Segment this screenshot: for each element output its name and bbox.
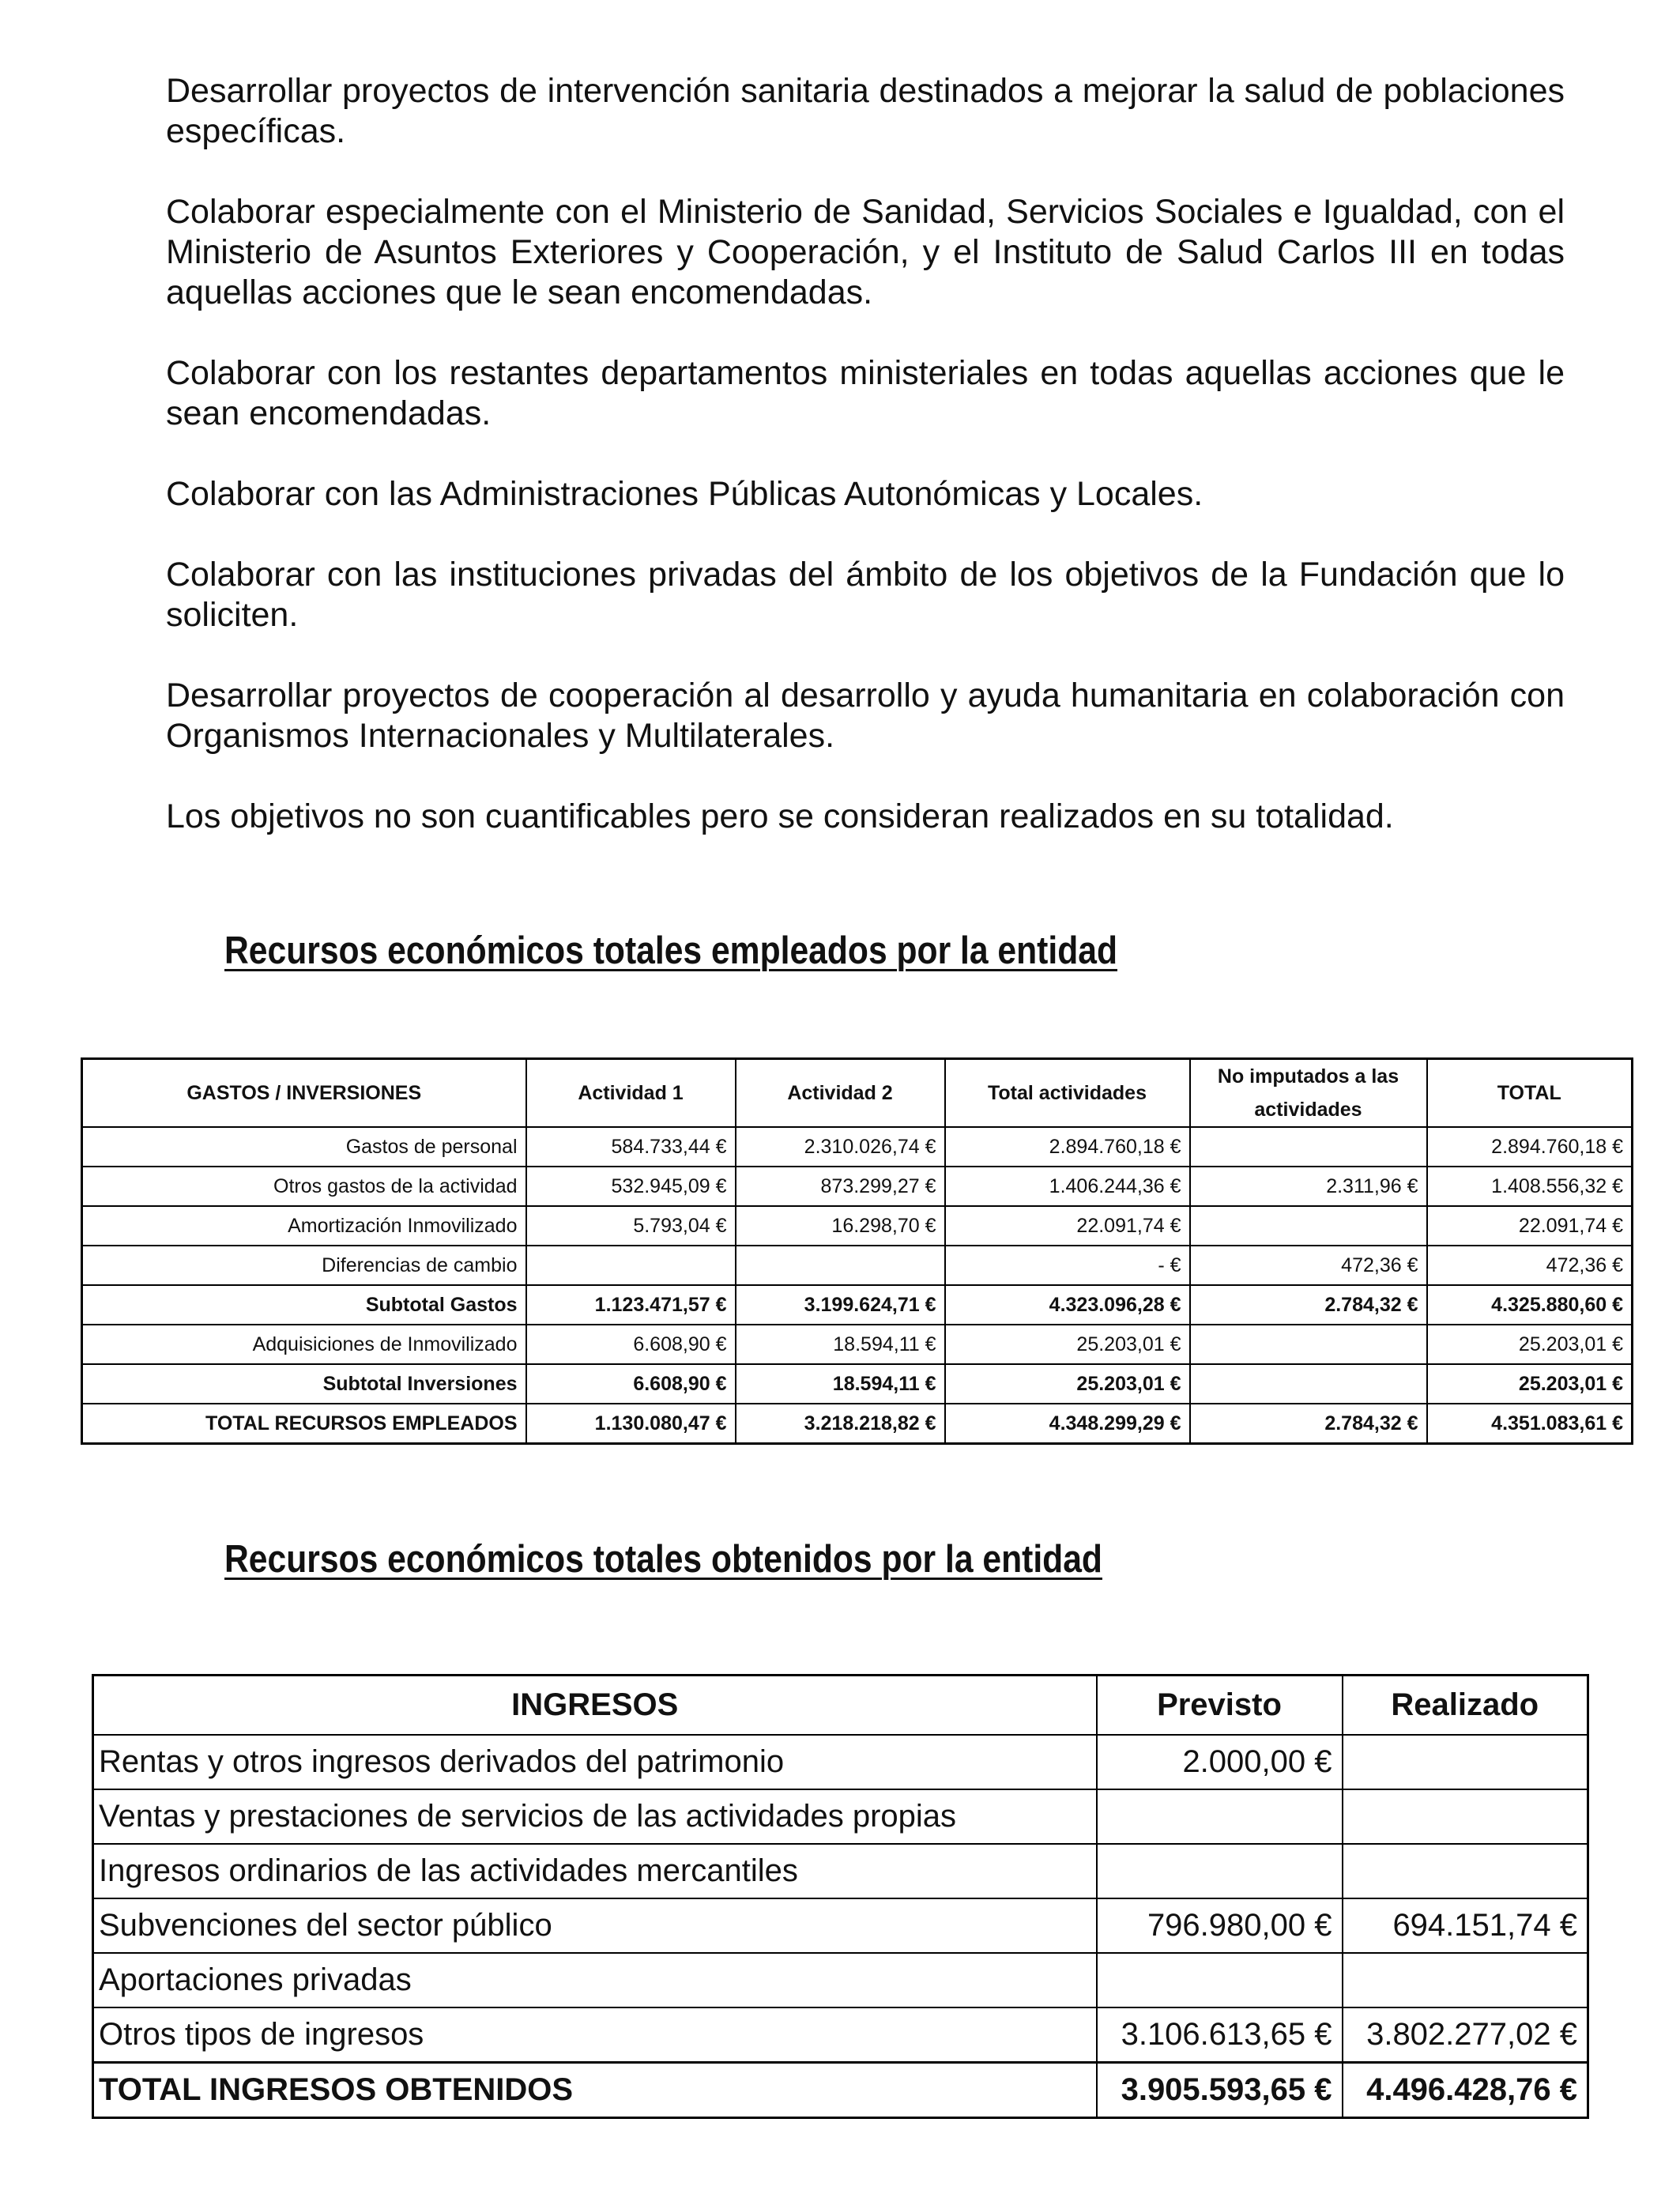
table-cell: 4.348.299,29 €: [945, 1404, 1190, 1444]
row-label: TOTAL RECURSOS EMPLEADOS: [82, 1404, 526, 1444]
table-cell: 584.733,44 €: [526, 1127, 736, 1167]
table-cell: 18.594,11 €: [736, 1364, 945, 1404]
row-label: Aportaciones privadas: [93, 1953, 1097, 2007]
table-cell: 532.945,09 €: [526, 1167, 736, 1206]
table-cell: 6.608,90 €: [526, 1325, 736, 1364]
table-row: [82, 1167, 1633, 1206]
column-header: Total actividades: [945, 1059, 1190, 1128]
row-label: Subvenciones del sector público: [93, 1898, 1097, 1953]
column-header: INGRESOS: [93, 1676, 1097, 1736]
table-header-row: [93, 1676, 1588, 1736]
table-cell: [1190, 1127, 1427, 1167]
paragraph: Los objetivos no son cuantificables pero se consideran realizados en su totalidad.: [166, 797, 1394, 835]
table-cell: [1190, 1325, 1427, 1364]
table-cell: 2.000,00 €: [1097, 1735, 1343, 1789]
paragraph: Colaborar con las instituciones privadas del ámbito de los objetivos de la Fundación que lo soliciten.: [166, 556, 1565, 634]
table-cell: [1097, 1844, 1343, 1898]
table-row: [82, 1285, 1633, 1325]
table-cell: 472,36 €: [1427, 1246, 1633, 1285]
table-cell: 4.351.083,61 €: [1427, 1404, 1633, 1444]
table-row: [93, 2007, 1588, 2063]
table-cell: [1343, 1953, 1588, 2007]
table-row: [82, 1364, 1633, 1404]
row-label: Amortización Inmovilizado: [82, 1206, 526, 1246]
column-header: Actividad 2: [736, 1059, 945, 1128]
row-label: Subtotal Gastos: [82, 1285, 526, 1325]
table-cell: 25.203,01 €: [945, 1364, 1190, 1404]
table-cell: 6.608,90 €: [526, 1364, 736, 1404]
paragraph: Colaborar con los restantes departamentos ministeriales en todas aquellas acciones que le sean encomendadas.: [166, 354, 1565, 432]
objectives-text: [166, 71, 1565, 837]
table-cell: 1.406.244,36 €: [945, 1167, 1190, 1206]
row-label: Diferencias de cambio: [82, 1246, 526, 1285]
column-header: No imputados a las actividades: [1190, 1059, 1427, 1128]
row-label: TOTAL INGRESOS OBTENIDOS: [93, 2063, 1097, 2118]
column-header: Realizado: [1343, 1676, 1588, 1736]
table-cell: 3.802.277,02 €: [1343, 2007, 1588, 2063]
table-cell: 5.793,04 €: [526, 1206, 736, 1246]
table-row: [93, 1953, 1588, 2007]
table-cell: 18.594,11 €: [736, 1325, 945, 1364]
table-cell: 4.323.096,28 €: [945, 1285, 1190, 1325]
table-row: [82, 1404, 1633, 1444]
table-row: [93, 2063, 1588, 2118]
paragraph: Colaborar con las Administraciones Públicas Autonómicas y Locales.: [166, 475, 1203, 513]
table-cell: 22.091,74 €: [945, 1206, 1190, 1246]
table-cell: 16.298,70 €: [736, 1206, 945, 1246]
table-cell: 1.130.080,47 €: [526, 1404, 736, 1444]
table-cell: 4.496.428,76 €: [1343, 2063, 1588, 2118]
table-cell: [526, 1246, 736, 1285]
recursos-empleados-table: [81, 1057, 1633, 1445]
table-cell: 2.894.760,18 €: [1427, 1127, 1633, 1167]
table-row: [93, 1789, 1588, 1844]
table-cell: 2.310.026,74 €: [736, 1127, 945, 1167]
row-label: Gastos de personal: [82, 1127, 526, 1167]
table-cell: [1097, 1789, 1343, 1844]
table-cell: [736, 1246, 945, 1285]
table-row: [82, 1206, 1633, 1246]
table-cell: [1097, 1953, 1343, 2007]
table-cell: [1190, 1206, 1427, 1246]
table-cell: 25.203,01 €: [1427, 1325, 1633, 1364]
table-cell: 1.408.556,32 €: [1427, 1167, 1633, 1206]
table-cell: 796.980,00 €: [1097, 1898, 1343, 1953]
column-header: GASTOS / INVERSIONES: [82, 1059, 526, 1128]
column-header: TOTAL: [1427, 1059, 1633, 1128]
table-row: [82, 1325, 1633, 1364]
table-header-row: [82, 1059, 1633, 1128]
table-row: [82, 1246, 1633, 1285]
row-label: Otros tipos de ingresos: [93, 2007, 1097, 2063]
recursos-obtenidos-table: [92, 1674, 1589, 2119]
table-cell: 3.905.593,65 €: [1097, 2063, 1343, 2118]
paragraph: Colaborar especialmente con el Ministerio de Sanidad, Servicios Sociales e Igualdad, con el Ministerio de Asuntos Exteriores y Cooperación, y el Instituto de Salud Carlos III en todas aquellas acciones que le sean encomendadas.: [166, 193, 1565, 311]
row-label: Ingresos ordinarios de las actividades mercantiles: [93, 1844, 1097, 1898]
section-heading-obtenidos: Recursos económicos totales obtenidos por la entidad: [224, 1538, 1102, 1581]
table-cell: [1343, 1735, 1588, 1789]
row-label: Ventas y prestaciones de servicios de las actividades propias: [93, 1789, 1097, 1844]
table-cell: [1190, 1364, 1427, 1404]
table-cell: [1343, 1789, 1588, 1844]
table-cell: 25.203,01 €: [945, 1325, 1190, 1364]
table-cell: 2.894.760,18 €: [945, 1127, 1190, 1167]
table-cell: 873.299,27 €: [736, 1167, 945, 1206]
row-label: Subtotal Inversiones: [82, 1364, 526, 1404]
table-row: [82, 1127, 1633, 1167]
table-cell: 4.325.880,60 €: [1427, 1285, 1633, 1325]
table-row: [93, 1735, 1588, 1789]
column-header: Previsto: [1097, 1676, 1343, 1736]
table-cell: 22.091,74 €: [1427, 1206, 1633, 1246]
row-label: Otros gastos de la actividad: [82, 1167, 526, 1206]
table-cell: 2.784,32 €: [1190, 1404, 1427, 1444]
table-cell: [1343, 1844, 1588, 1898]
paragraph: Desarrollar proyectos de cooperación al desarrollo y ayuda humanitaria en colaboración con Organismos Internacionales y Multilaterales.: [166, 677, 1565, 755]
column-header: Actividad 1: [526, 1059, 736, 1128]
row-label: Adquisiciones de Inmovilizado: [82, 1325, 526, 1364]
table-cell: 694.151,74 €: [1343, 1898, 1588, 1953]
table-row: [93, 1898, 1588, 1953]
table-cell: 3.106.613,65 €: [1097, 2007, 1343, 2063]
table-cell: 2.311,96 €: [1190, 1167, 1427, 1206]
table-row: [93, 1844, 1588, 1898]
table-cell: - €: [945, 1246, 1190, 1285]
table-cell: 472,36 €: [1190, 1246, 1427, 1285]
table-cell: 3.218.218,82 €: [736, 1404, 945, 1444]
row-label: Rentas y otros ingresos derivados del patrimonio: [93, 1735, 1097, 1789]
table-cell: 2.784,32 €: [1190, 1285, 1427, 1325]
paragraph: Desarrollar proyectos de intervención sanitaria destinados a mejorar la salud de poblaciones específicas.: [166, 72, 1565, 150]
table-cell: 3.199.624,71 €: [736, 1285, 945, 1325]
table-cell: 1.123.471,57 €: [526, 1285, 736, 1325]
table-cell: 25.203,01 €: [1427, 1364, 1633, 1404]
section-heading-empleados: Recursos económicos totales empleados por la entidad: [224, 929, 1118, 972]
